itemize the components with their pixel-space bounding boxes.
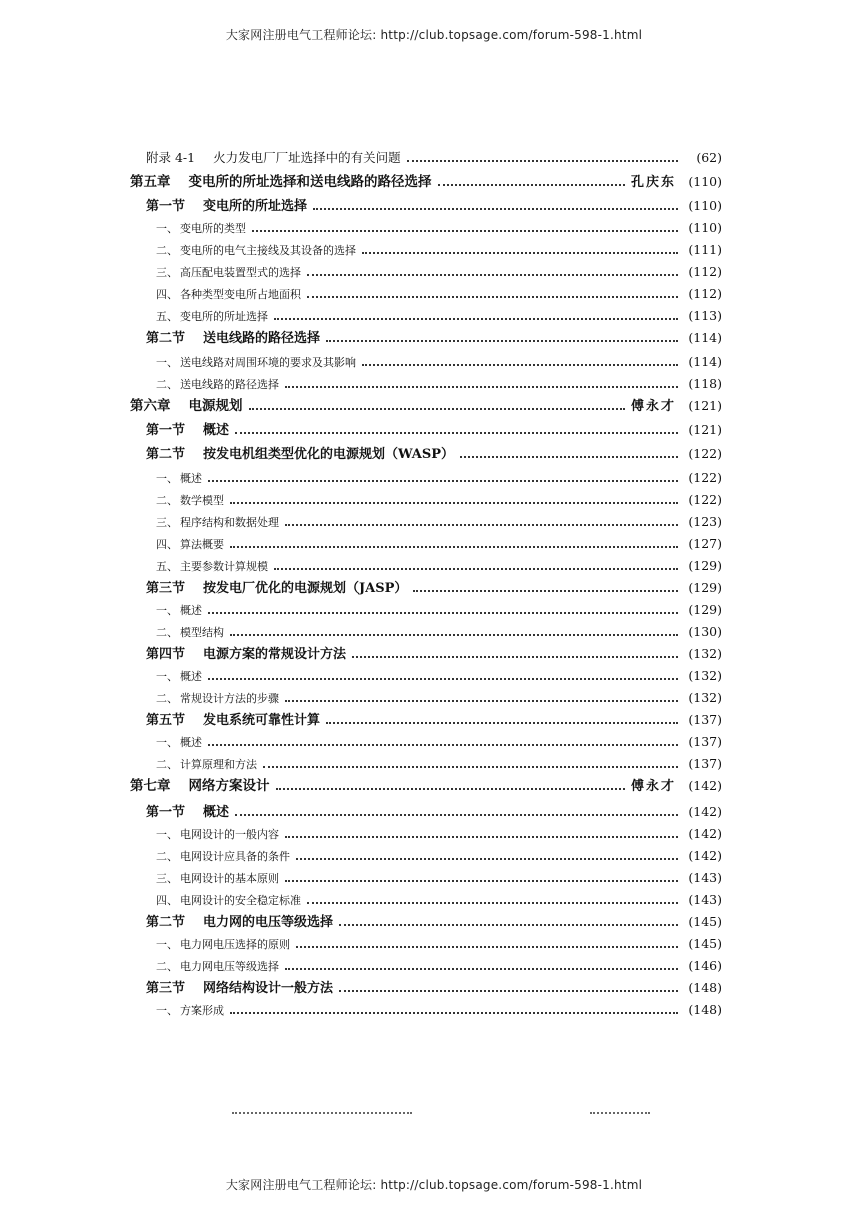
toc-entry-title: 变电所的电气主接线及其设备的选择 — [180, 244, 356, 257]
dot-leader — [407, 160, 678, 162]
toc-entry-title: 概述 — [180, 670, 202, 683]
toc-entry-page: (137) — [688, 712, 722, 727]
dot-leader — [296, 858, 678, 860]
toc-entry — [146, 148, 722, 168]
toc-entry-page: (112) — [688, 264, 722, 279]
toc-entry-page: (129) — [688, 558, 722, 573]
dot-leader — [274, 318, 678, 320]
toc-entry — [130, 172, 722, 192]
toc-entry-number: 三、 — [156, 516, 178, 529]
toc-entry-title: 送电线路对周围环境的要求及其影响 — [180, 356, 356, 369]
dot-leader — [285, 880, 678, 882]
toc-entry-title: 电网设计的一般内容 — [180, 828, 279, 841]
toc-entry-page: (114) — [688, 330, 722, 345]
toc-entry-page: (146) — [688, 958, 722, 973]
toc-entry-page: (132) — [688, 690, 722, 705]
toc-entry-page: (129) — [688, 602, 722, 617]
toc-entry-author: 傅永才 — [630, 779, 676, 794]
watermark-top: 大家网注册电气工程师论坛: http://club.topsage.com/forum-598-1.html — [225, 28, 643, 42]
toc-entry-title: 常规设计方法的步骤 — [180, 692, 279, 705]
toc-entry-number: 第一节 — [146, 805, 186, 820]
toc-entry — [146, 978, 722, 998]
toc-entry-title: 概述 — [180, 604, 202, 617]
toc-entry-number: 一、 — [156, 670, 178, 683]
dot-leader — [285, 524, 678, 526]
toc-entry-page: (143) — [688, 892, 722, 907]
toc-entry-title: 网络方案设计 — [188, 778, 270, 794]
toc-entry — [156, 846, 722, 866]
toc-entry — [146, 196, 722, 216]
toc-entry-number: 第六章 — [130, 398, 171, 414]
toc-entry-title: 变电所的所址选择和送电线路的路径选择 — [188, 174, 432, 190]
dot-leader — [352, 656, 678, 658]
dot-leader — [208, 480, 678, 482]
toc-entry — [146, 644, 722, 664]
toc-entry-page: (132) — [688, 668, 722, 683]
toc-entry-page: (142) — [688, 778, 722, 793]
toc-entry — [156, 262, 722, 282]
toc-entry-title: 发电系统可靠性计算 — [203, 713, 321, 728]
toc-entry-page: (145) — [688, 936, 722, 951]
toc-entry-page: (123) — [688, 514, 722, 529]
toc-entry-title: 概述 — [203, 805, 230, 820]
toc-entry — [156, 556, 722, 576]
toc-entry-number: 一、 — [156, 828, 178, 841]
toc-entry-title: 电网设计应具备的条件 — [180, 850, 290, 863]
toc-entry-number: 二、 — [156, 960, 178, 973]
toc-entry — [156, 468, 722, 488]
toc-entry-title: 按发电厂优化的电源规划（JASP） — [203, 581, 408, 596]
toc-entry-number: 第三节 — [146, 581, 186, 596]
toc-entry — [156, 868, 722, 888]
toc-entry — [130, 776, 722, 796]
dot-leader — [307, 296, 678, 298]
toc-entry-number: 第四节 — [146, 647, 186, 662]
toc-entry-title: 概述 — [180, 736, 202, 749]
toc-entry-page: (148) — [688, 980, 722, 995]
toc-entry-title: 电源规划 — [188, 398, 243, 414]
toc-entry-number: 一、 — [156, 222, 178, 235]
dot-leader — [263, 766, 678, 768]
toc-entry — [156, 600, 722, 620]
toc-entry-page: (132) — [688, 646, 722, 661]
toc-entry — [156, 352, 722, 372]
toc-entry-number: 五、 — [156, 310, 178, 323]
toc-entry-page: (142) — [688, 826, 722, 841]
toc-entry-number: 第三节 — [146, 981, 186, 996]
toc-entry-page: (122) — [688, 470, 722, 485]
toc-entry-title: 方案形成 — [180, 1004, 224, 1017]
toc-entry-page: (130) — [688, 624, 722, 639]
dot-leader — [230, 1012, 678, 1014]
dot-leader — [230, 634, 678, 636]
toc-entry-page: (121) — [688, 398, 722, 413]
toc-entry-page: (112) — [688, 286, 722, 301]
toc-entry — [156, 934, 722, 954]
toc-entry — [146, 578, 722, 598]
toc-entry-title: 送电线路的路径选择 — [180, 378, 279, 391]
scan-rule — [590, 1112, 650, 1114]
toc-entry — [156, 306, 722, 326]
toc-entry-title: 算法概要 — [180, 538, 224, 551]
toc-entry-page: (113) — [688, 308, 722, 323]
dot-leader — [230, 546, 678, 548]
toc-entry-number: 二、 — [156, 378, 178, 391]
toc-entry-title: 按发电机组类型优化的电源规划（WASP） — [203, 447, 455, 462]
scan-rule — [232, 1112, 412, 1114]
toc-entry — [156, 534, 722, 554]
dot-leader — [313, 208, 678, 210]
toc-entry-title: 电力网电压选择的原则 — [180, 938, 290, 951]
toc-entry-title: 电力网电压等级选择 — [180, 960, 279, 973]
dot-leader — [285, 700, 678, 702]
toc-entry — [156, 754, 722, 774]
toc-entry-number: 二、 — [156, 850, 178, 863]
toc-entry-number: 二、 — [156, 626, 178, 639]
watermark-bottom: 大家网注册电气工程师论坛: http://club.topsage.com/forum-598-1.html — [225, 1178, 643, 1192]
dot-leader — [208, 678, 678, 680]
dot-leader — [208, 744, 678, 746]
toc-entry — [146, 802, 722, 822]
toc-entry-number: 第七章 — [130, 778, 171, 794]
toc-entry-title: 程序结构和数据处理 — [180, 516, 279, 529]
toc-entry-page: (121) — [688, 422, 722, 437]
toc-entry-author: 傅永才 — [630, 399, 676, 414]
toc-entry-page: (129) — [688, 580, 722, 595]
toc-entry-title: 高压配电装置型式的选择 — [180, 266, 301, 279]
toc-entry-title: 火力发电厂厂址选择中的有关问题 — [213, 150, 401, 165]
toc-entry-number: 四、 — [156, 894, 178, 907]
toc-entry-title: 概述 — [180, 472, 202, 485]
toc-entry-page: (110) — [688, 220, 722, 235]
toc-entry-page: (110) — [688, 198, 722, 213]
toc-entry-number: 五、 — [156, 560, 178, 573]
dot-leader — [326, 722, 678, 724]
toc-entry-number: 一、 — [156, 356, 178, 369]
toc-entry — [146, 328, 722, 348]
toc-entry-page: (142) — [688, 848, 722, 863]
dot-leader — [208, 612, 678, 614]
toc-entry — [156, 284, 722, 304]
toc-entry — [146, 420, 722, 440]
dot-leader — [326, 340, 678, 342]
toc-entry-title: 变电所的类型 — [180, 222, 246, 235]
toc-entry-number: 二、 — [156, 692, 178, 705]
toc-entry-page: (110) — [688, 174, 722, 189]
toc-entry — [156, 240, 722, 260]
toc-entry-number: 二、 — [156, 244, 178, 257]
toc-entry-number: 二、 — [156, 494, 178, 507]
toc-entry-number: 三、 — [156, 872, 178, 885]
toc-entry-number: 第五章 — [130, 174, 171, 190]
dot-leader — [307, 274, 678, 276]
toc-entry-author: 孔庆东 — [630, 175, 676, 190]
dot-leader — [285, 386, 678, 388]
dot-leader — [285, 836, 678, 838]
toc-entry-number: 第一节 — [146, 199, 186, 214]
toc-entry-title: 计算原理和方法 — [180, 758, 257, 771]
toc-entry-number: 一、 — [156, 1004, 178, 1017]
toc-entry — [156, 218, 722, 238]
dot-leader — [274, 568, 678, 570]
toc-entry-number: 四、 — [156, 538, 178, 551]
toc-entry-title: 主要参数计算规模 — [180, 560, 268, 573]
toc-entry-page: (143) — [688, 870, 722, 885]
toc-entry-page: (145) — [688, 914, 722, 929]
toc-entry — [156, 1000, 722, 1020]
dot-leader — [230, 502, 678, 504]
toc-entry — [156, 374, 722, 394]
toc-entry-page: (122) — [688, 446, 722, 461]
toc-entry — [130, 396, 722, 416]
dot-leader — [276, 788, 625, 790]
toc-entry-number: 三、 — [156, 266, 178, 279]
dot-leader — [339, 924, 678, 926]
toc-entry-number: 第五节 — [146, 713, 186, 728]
toc-entry-number: 一、 — [156, 736, 178, 749]
dot-leader — [362, 252, 678, 254]
toc-entry-page: (122) — [688, 492, 722, 507]
dot-leader — [285, 968, 678, 970]
dot-leader — [362, 364, 678, 366]
toc-entry-title: 模型结构 — [180, 626, 224, 639]
dot-leader — [438, 184, 625, 186]
toc-entry-title: 电网设计的安全稳定标准 — [180, 894, 301, 907]
toc-entry — [156, 956, 722, 976]
toc-entry-title: 变电所的所址选择 — [180, 310, 268, 323]
dot-leader — [307, 902, 678, 904]
toc-entry-page: (127) — [688, 536, 722, 551]
toc-entry-number: 四、 — [156, 288, 178, 301]
toc-entry-number: 一、 — [156, 604, 178, 617]
toc-entry — [156, 824, 722, 844]
toc-entry — [156, 688, 722, 708]
dot-leader — [249, 408, 625, 410]
toc-entry — [156, 732, 722, 752]
dot-leader — [460, 456, 678, 458]
toc-entry-page: (62) — [696, 150, 722, 165]
toc-entry-number: 一、 — [156, 472, 178, 485]
dot-leader — [235, 432, 678, 434]
toc-entry-page: (118) — [688, 376, 722, 391]
toc-entry-title: 各种类型变电所占地面积 — [180, 288, 301, 301]
toc-entry-title: 电源方案的常规设计方法 — [203, 647, 347, 662]
toc-entry — [146, 710, 722, 730]
toc-entry — [156, 490, 722, 510]
toc-entry — [156, 622, 722, 642]
toc-entry-page: (137) — [688, 756, 722, 771]
toc-entry-title: 电力网的电压等级选择 — [203, 915, 334, 930]
dot-leader — [235, 814, 678, 816]
toc-entry-page: (111) — [688, 242, 722, 257]
toc-entry-number: 二、 — [156, 758, 178, 771]
dot-leader — [296, 946, 678, 948]
toc-entry-number: 一、 — [156, 938, 178, 951]
toc-entry-page: (137) — [688, 734, 722, 749]
toc-entry-title: 概述 — [203, 423, 230, 438]
toc-entry-title: 变电所的所址选择 — [203, 199, 308, 214]
toc-entry-number: 附录 4-1 — [146, 150, 196, 165]
toc-entry — [146, 912, 722, 932]
toc-entry-title: 送电线路的路径选择 — [203, 331, 321, 346]
toc-entry — [156, 890, 722, 910]
toc-entry-page: (148) — [688, 1002, 722, 1017]
toc-entry-number: 第二节 — [146, 915, 186, 930]
toc-entry-title: 电网设计的基本原则 — [180, 872, 279, 885]
dot-leader — [339, 990, 678, 992]
toc-entry-number: 第二节 — [146, 447, 186, 462]
toc-entry-number: 第一节 — [146, 423, 186, 438]
dot-leader — [252, 230, 678, 232]
toc-entry — [156, 666, 722, 686]
toc-entry-number: 第二节 — [146, 331, 186, 346]
dot-leader — [413, 590, 678, 592]
toc-entry — [146, 444, 722, 464]
toc-entry — [156, 512, 722, 532]
toc-entry-page: (142) — [688, 804, 722, 819]
toc-entry-title: 网络结构设计一般方法 — [203, 981, 334, 996]
toc-entry-title: 数学模型 — [180, 494, 224, 507]
toc-entry-page: (114) — [688, 354, 722, 369]
